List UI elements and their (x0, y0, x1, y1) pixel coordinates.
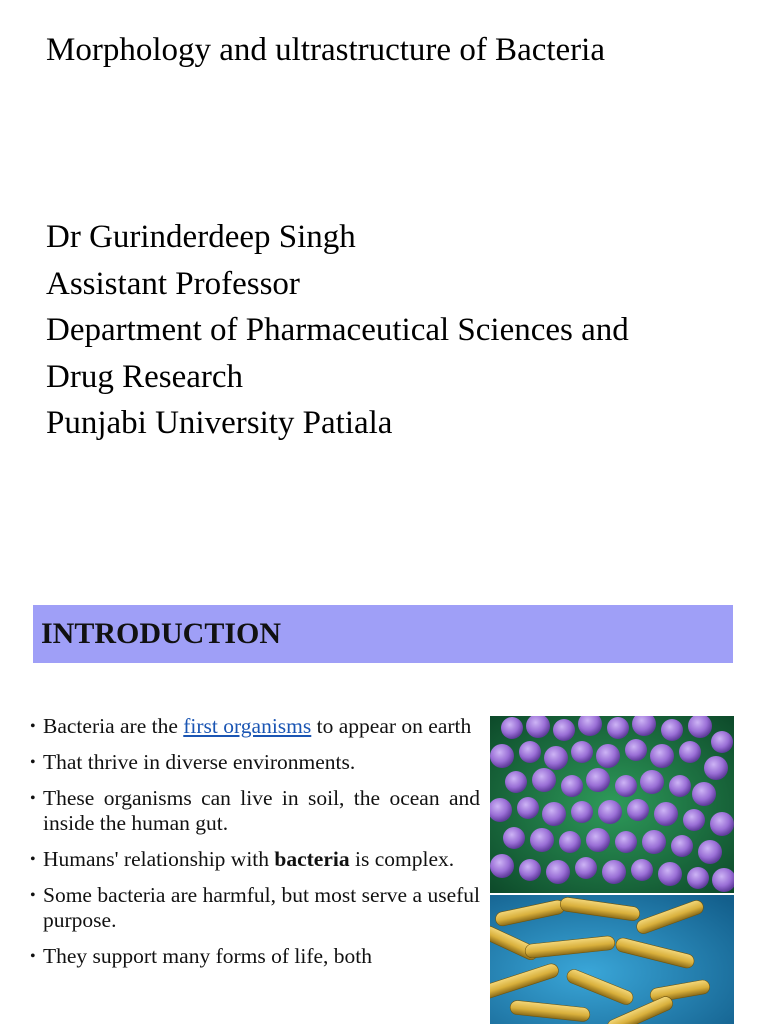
coccus-cell (615, 775, 637, 797)
coccus-cell (571, 801, 593, 823)
coccus-cell (627, 799, 649, 821)
coccus-cell (679, 741, 701, 763)
coccus-cell (559, 831, 581, 853)
list-item (30, 847, 480, 872)
coccus-cell (640, 770, 664, 794)
bullet-text: That thrive in diverse environments. (43, 750, 356, 774)
coccus-cell (542, 802, 566, 826)
coccus-cell (546, 860, 570, 884)
introduction-heading: INTRODUCTION (41, 617, 282, 650)
bullet-text: Some bacteria are harmful, but most serve a useful purpose. (43, 883, 480, 932)
slide-title: Morphology and ultrastructure of Bacteria (46, 32, 605, 68)
coccus-cell (658, 862, 682, 886)
list-item (30, 750, 480, 775)
coccus-cell (544, 746, 568, 770)
coccus-cell (698, 840, 722, 864)
coccus-cell (501, 717, 523, 739)
author-position: Assistant Professor (46, 265, 300, 302)
coccus-cell (490, 744, 514, 768)
rod-bacteria-micrograph-image (490, 895, 734, 1024)
coccus-cell (519, 859, 541, 881)
coccus-cell (532, 768, 556, 792)
coccus-cell (631, 859, 653, 881)
author-block (46, 214, 629, 447)
author-name: Dr Gurinderdeep Singh (46, 219, 356, 255)
coccus-cell (575, 857, 597, 879)
coccus-cell (553, 719, 575, 741)
bullet-icon: • (30, 754, 36, 771)
coccus-cell (586, 768, 610, 792)
bullet-text: They support many forms of life, both (43, 944, 373, 968)
bullet-text: Humans' relationship with bacteria is complex. (43, 847, 455, 871)
coccus-cell (671, 835, 693, 857)
list-item (30, 714, 480, 739)
list-item (30, 944, 480, 969)
bullet-icon: • (30, 948, 36, 965)
coccus-cell (602, 860, 626, 884)
coccus-cell (654, 802, 678, 826)
list-item (30, 786, 480, 836)
coccus-cell (586, 828, 610, 852)
coccus-cell (517, 797, 539, 819)
coccus-cell (711, 731, 733, 753)
coccus-cell (503, 827, 525, 849)
bullet-icon: • (30, 851, 36, 868)
author-university: Punjabi University Patiala (46, 405, 393, 441)
first-organisms-link[interactable]: first organisms (183, 714, 312, 738)
coccus-cell (490, 854, 514, 878)
coccus-cell (625, 739, 647, 761)
coccus-cell (561, 775, 583, 797)
coccus-cell (530, 828, 554, 852)
coccus-cell (615, 831, 637, 853)
coccus-cell (687, 867, 709, 889)
coccus-cell (683, 809, 705, 831)
coccus-cell (505, 771, 527, 793)
author-department-cont: Drug Research (46, 358, 244, 395)
introduction-header-bar (33, 605, 733, 663)
coccus-cell (650, 744, 674, 768)
list-item (30, 883, 480, 933)
bullet-text: Bacteria are the first organisms to appear on earth (43, 714, 472, 738)
bullet-icon: • (30, 718, 36, 735)
coccus-cell (704, 756, 728, 780)
coccus-cell (692, 782, 716, 806)
cocci-micrograph-image (490, 716, 734, 893)
coccus-cell (642, 830, 666, 854)
coccus-cell (710, 812, 734, 836)
coccus-cell (596, 744, 620, 768)
bullet-text: These organisms can live in soil, the ocean and inside the human gut. (43, 786, 480, 835)
bullet-list (30, 714, 480, 980)
bullet-icon: • (30, 790, 36, 807)
bullet-icon: • (30, 887, 36, 904)
coccus-cell (661, 719, 683, 741)
coccus-cell (571, 741, 593, 763)
author-department: Department of Pharmaceutical Sciences and (46, 312, 629, 348)
coccus-cell (607, 717, 629, 739)
coccus-cell (669, 775, 691, 797)
coccus-cell (598, 800, 622, 824)
coccus-cell (519, 741, 541, 763)
